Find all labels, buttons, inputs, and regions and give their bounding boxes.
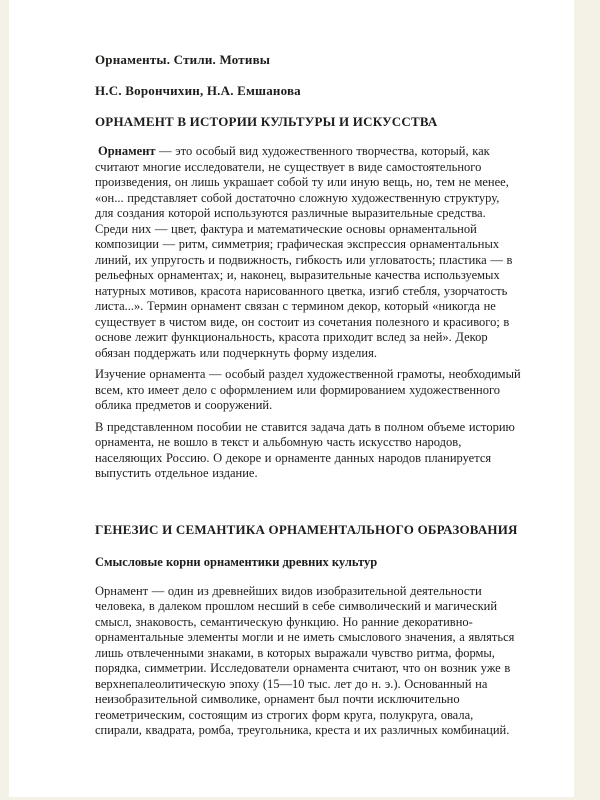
paragraph-ornament-study: Изучение орнамента — особый раздел художественной грамоты, необходимый всем, кто имеет дело с оформлением или формированием художественного облика предметов и сооружений.: [95, 367, 521, 412]
subsection-title-semantic-roots: Смысловые корни орнаментики древних культур: [95, 554, 378, 569]
book-title: Орнаменты. Стили. Мотивы: [95, 52, 271, 67]
authors-line: Н.С. Ворончихин, Н.А. Емшанова: [95, 83, 301, 98]
lead-word-ornament: Орнамент: [98, 144, 156, 158]
chapter-title: ОРНАМЕНТ В ИСТОРИИ КУЛЬТУРЫ И ИСКУССТВА: [95, 114, 438, 129]
paragraph-book-scope: В представленном пособии не ставится задача дать в полном объеме историю орнамента, не вошло в текст и альбомную часть искусство народов, населяющих Россию. О декоре и орнаменте данных народов планируется выпустить отдельное издание.: [95, 419, 515, 480]
paragraph-ornament-definition: [95, 144, 521, 361]
section-title-genesis: ГЕНЕЗИС И СЕМАНТИКА ОРНАМЕНТАЛЬНОГО ОБРАЗОВАНИЯ: [95, 521, 518, 537]
document-page: [9, 0, 574, 797]
paragraph-ornament-definition-text: — это особый вид художественного творчества, который, как считают многие исследователи, не существует в виде самостоятельного произведения, он лишь украшает собой ту или иную вещь, но, тем не менее, «он... представляет собой достаточно сложную художественную структуру, для создания которой используются различные выразительные средства. Среди них — цвет, фактура и математические основы орнаментальной композиции — ритм, симметрия; графическая экспрессия орнаментальных линий, их упругость и подвижность, гибкость или угловатость; пластика — в рельефных орнаментах; и, наконец, выразительные качества используемых натурных мотивов, красота нарисованного цветка, изгиб стебля, узорчатость листа...». Термин орнамент связан с термином декор, который «никогда не существует в чистом виде, он состоит из сочетания полезного и красивого; в основе лежит функциональность, красота приходит вслед за ней». Декор обязан поддержать или подчеркнуть форму изделия.: [95, 144, 513, 360]
paragraph-genesis-body: Орнамент — один из древнейших видов изобразительной деятельности человека, в далеком прошлом несший в себе символический и магический смысл, знаковость, семантическую функцию. Но ранние декоративно-орнаментальные элементы могли и не иметь смыслового значения, а являться лишь отвлеченными знаками, в которых выражали чувство ритма, формы, порядка, симметрии. Исследователи орнамента считают, что он возник уже в верхнепалеолитическую эпоху (15—10 тыс. лет до н. э.). Основанный на неизобразительной символике, орнамент был почти исключительно геометрическим, состоящим из строгих форм круга, полукруга, овала, спирали, квадрата, ромба, треугольника, креста и их различных комбинаций.: [95, 583, 515, 737]
